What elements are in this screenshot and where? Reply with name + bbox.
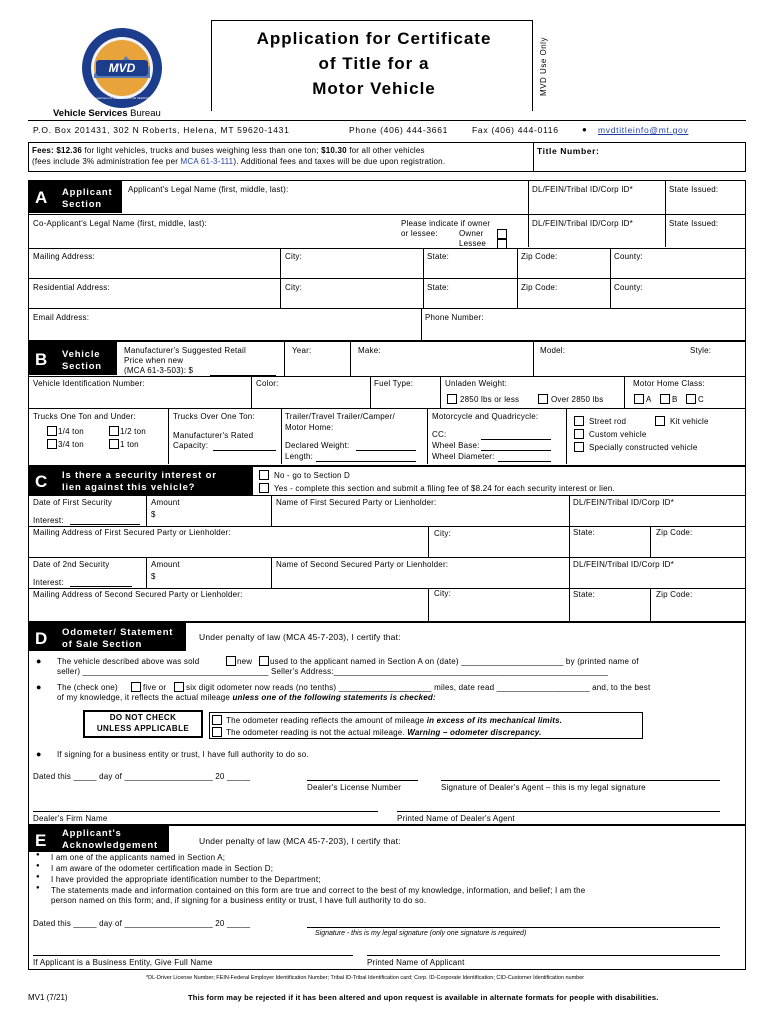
title-number-label: Title Number: bbox=[537, 146, 600, 156]
first-interest-date-field[interactable] bbox=[70, 524, 140, 525]
e-bullet-3: ● bbox=[36, 874, 40, 880]
under-2850-checkbox[interactable] bbox=[447, 394, 457, 404]
bureau-name-bold: Vehicle Services bbox=[53, 108, 128, 119]
fees-line2 bbox=[32, 157, 445, 166]
applicant-signature-label: Signature - this is my legal signature (only one signature is required) bbox=[315, 930, 527, 937]
wheel-diameter-field[interactable] bbox=[498, 461, 551, 462]
dealer-license-label: Dealer's License Number bbox=[307, 783, 402, 792]
lessee-label: Lessee bbox=[459, 239, 486, 248]
make-label: Make: bbox=[358, 346, 381, 355]
three-quarter-ton-label: 3/4 ton bbox=[58, 440, 84, 449]
half-ton-checkbox[interactable] bbox=[109, 426, 119, 436]
fees-label: Fees: bbox=[32, 146, 57, 155]
fees-text-a: for light vehicles, trucks and buses weighing less than one ton; bbox=[82, 146, 322, 155]
excess-mileage-text bbox=[226, 716, 562, 725]
quarter-ton-checkbox[interactable] bbox=[47, 426, 57, 436]
alternate-format-notice: This form may be rejected if it has been altered and upon request is available in alternate formats for people with disabilities. bbox=[188, 993, 659, 1002]
mfr-rated-label1: Manufacturer's Rated bbox=[173, 431, 254, 440]
e-statement-3: I have provided the appropriate identification number to the Department; bbox=[51, 875, 321, 884]
section-d-title1: Odometer/ Statement bbox=[62, 627, 174, 638]
mailing-city-label: City: bbox=[285, 252, 302, 261]
second-security-date-label: Date of 2nd Security bbox=[33, 560, 110, 569]
fees-text-c: (fees include 3% administration fee per bbox=[32, 157, 181, 166]
first-lienholder-city-label: City: bbox=[434, 529, 451, 538]
sold-new-checkbox[interactable] bbox=[226, 656, 236, 666]
d-sold-text: The vehicle described above was sold bbox=[57, 657, 200, 666]
co-applicant-name-field[interactable] bbox=[30, 230, 390, 246]
residential-state-label: State: bbox=[427, 283, 450, 292]
seal-ring-text: Montana Department of Justice · MOTOR VEHICLE DIVISION bbox=[80, 96, 164, 100]
cc-field[interactable] bbox=[481, 439, 551, 440]
trailer-label1: Trailer/Travel Trailer/Camper/ bbox=[285, 412, 395, 421]
applicant-printed-name-label: Printed Name of Applicant bbox=[367, 958, 465, 967]
class-a-label: A bbox=[646, 395, 652, 404]
bureau-name bbox=[53, 108, 161, 119]
wheel-diameter-label: Wheel Diameter: bbox=[432, 452, 495, 461]
first-amount-label: Amount bbox=[151, 498, 180, 507]
six-digit-checkbox[interactable] bbox=[174, 682, 184, 692]
wheel-base-label: Wheel Base: bbox=[432, 441, 480, 450]
applicant-signature-field[interactable] bbox=[307, 927, 720, 928]
trucks-under-label: Trucks One Ton and Under: bbox=[33, 412, 136, 421]
first-lienholder-state-label: State: bbox=[573, 528, 596, 537]
fees-line1 bbox=[32, 146, 425, 155]
residential-address-label: Residential Address: bbox=[33, 283, 110, 292]
street-rod-checkbox[interactable] bbox=[574, 416, 584, 426]
mfr-rated-label2: Capacity: bbox=[173, 441, 209, 450]
not-actual-checkbox[interactable] bbox=[212, 727, 222, 737]
mailing-address-label: Mailing Address: bbox=[33, 252, 95, 261]
second-lienholder-name-label: Name of Second Secured Party or Lienholder: bbox=[276, 560, 449, 569]
over-2850-label: Over 2850 lbs bbox=[551, 395, 604, 404]
excess-mileage-checkbox[interactable] bbox=[212, 715, 222, 725]
form-title-line2: of Title for a bbox=[318, 54, 430, 73]
five-digit-checkbox[interactable] bbox=[131, 682, 141, 692]
section-a-title2: Section bbox=[62, 199, 102, 210]
owner-lessee-question2: or lessee: bbox=[401, 229, 438, 238]
section-e-letter: E bbox=[35, 831, 47, 850]
form-title-line3: Motor Vehicle bbox=[312, 79, 436, 98]
fuel-type-label: Fuel Type: bbox=[374, 379, 414, 388]
dealer-firm-field[interactable] bbox=[33, 811, 378, 812]
applicant-state-issued-label: State Issued: bbox=[669, 185, 719, 194]
section-a-title1: Applicant bbox=[62, 187, 113, 198]
declared-weight-field[interactable] bbox=[356, 450, 416, 451]
phone-number-label: Phone Number: bbox=[425, 313, 484, 322]
class-a-checkbox[interactable] bbox=[634, 394, 644, 404]
three-quarter-ton-checkbox[interactable] bbox=[47, 439, 57, 449]
section-c-title1: Is there a security interest or bbox=[62, 470, 217, 481]
lien-yes-checkbox[interactable] bbox=[259, 483, 269, 493]
section-e-title1: Applicant's bbox=[62, 828, 122, 839]
d-dated-line: Dated this _____ day of ___________________ 20 _____ bbox=[33, 772, 251, 781]
applicant-name-label: Applicant's Legal Name (first, middle, last): bbox=[128, 185, 289, 194]
second-lienholder-dl-label: DL/FEIN/Tribal ID/Corp ID* bbox=[573, 560, 674, 569]
sold-used-text: used to the applicant named in Section A on (date) ______________________ by (printed name of bbox=[270, 657, 639, 666]
special-vehicle-checkbox[interactable] bbox=[574, 442, 584, 452]
section-e-perjury: Under penalty of law (MCA 45-7-203), I certify that: bbox=[199, 836, 401, 846]
half-ton-label: 1/2 ton bbox=[120, 427, 146, 436]
dealer-signature-label: Signature of Dealer's Agent – this is my legal signature bbox=[441, 783, 646, 792]
bureau-name-rest: Bureau bbox=[127, 108, 161, 119]
mvd-use-only-box bbox=[555, 20, 745, 111]
section-b-title2: Section bbox=[62, 361, 102, 372]
not-actual-a: The odometer reading is not the actual mileage. bbox=[226, 728, 408, 737]
e-statement-4b: person named on this form; and, if signing for a business entity or trust, I have full authority to do so. bbox=[51, 896, 427, 905]
second-lienholder-mailing-label: Mailing Address of Second Secured Party or Lienholder: bbox=[33, 590, 243, 599]
first-lienholder-dl-label: DL/FEIN/Tribal ID/Corp ID* bbox=[573, 498, 674, 507]
e-bullet-2: ● bbox=[36, 863, 40, 869]
mailing-state-label: State: bbox=[427, 252, 450, 261]
excess-mileage-a: The odometer reading reflects the amount of mileage bbox=[226, 716, 427, 725]
lien-no-label: No - go to Section D bbox=[274, 471, 351, 480]
one-ton-checkbox[interactable] bbox=[109, 439, 119, 449]
seal-center-text: MVD bbox=[108, 61, 136, 75]
business-name-field[interactable] bbox=[33, 955, 353, 956]
mca-link[interactable]: MCA 61-3-111 bbox=[180, 157, 234, 166]
vin-label: Vehicle Identification Number: bbox=[33, 379, 145, 388]
form-title-line1: Application for Certificate bbox=[256, 29, 492, 48]
first-interest-label: Interest: bbox=[33, 516, 64, 525]
sold-new-label: new bbox=[237, 657, 253, 666]
title-number-field[interactable] bbox=[534, 156, 745, 171]
custom-vehicle-checkbox[interactable] bbox=[574, 429, 584, 439]
residential-city-label: City: bbox=[285, 283, 302, 292]
bureau-phone: Phone (406) 444-3661 bbox=[349, 125, 449, 135]
section-d-letter: D bbox=[35, 629, 48, 648]
second-amount-dollar: $ bbox=[151, 572, 156, 581]
special-vehicle-label: Specially constructed vehicle bbox=[589, 443, 698, 452]
section-b-title1: Vehicle bbox=[62, 349, 101, 360]
bureau-fax: Fax (406) 444-0116 bbox=[472, 125, 559, 135]
lien-yes-label: Yes - complete this section and submit a filing fee of $8.24 for each security interest or lien. bbox=[274, 484, 615, 493]
email-link[interactable]: mvdtitleinfo@mt.gov bbox=[598, 125, 689, 135]
sold-used-checkbox[interactable] bbox=[259, 656, 269, 666]
d-actual-mileage-line bbox=[57, 693, 436, 702]
actual-mileage-text: of my knowledge, it reflects the actual mileage bbox=[57, 693, 233, 702]
class-c-checkbox[interactable] bbox=[686, 394, 696, 404]
motorcycle-label: Motorcycle and Quadricycle: bbox=[432, 412, 539, 421]
six-digit-text: six digit odometer now reads (no tenths) ____________________ miles, date read ____________________ and, to the best bbox=[186, 683, 651, 692]
second-lienholder-city-label: City: bbox=[434, 589, 451, 598]
section-c-letter: C bbox=[35, 472, 48, 491]
e-statement-4a: The statements made and information contained on this form are true and correct to the best of my knowledge, information, and belief; I am the bbox=[51, 886, 586, 895]
section-a-letter: A bbox=[35, 188, 48, 207]
wheel-base-field[interactable] bbox=[481, 450, 551, 451]
motor-home-class-label: Motor Home Class: bbox=[633, 379, 705, 388]
residential-county-label: County: bbox=[614, 283, 643, 292]
first-lienholder-zip-label: Zip Code: bbox=[656, 528, 693, 537]
e-bullet-4: ● bbox=[36, 885, 40, 891]
section-e-title2: Acknowledgement bbox=[62, 840, 158, 851]
second-lienholder-state-label: State: bbox=[573, 590, 596, 599]
color-label: Color: bbox=[256, 379, 279, 388]
fee-other: $10.30 bbox=[321, 146, 347, 155]
msrp-label2: Price when new bbox=[124, 356, 184, 365]
declared-weight-label: Declared Weight: bbox=[285, 441, 350, 450]
street-rod-label: Street rod bbox=[589, 417, 627, 426]
msrp-label1: Manufacturer's Suggested Retail bbox=[124, 346, 247, 355]
first-security-date-label: Date of First Security bbox=[33, 498, 113, 507]
mfr-rated-field[interactable] bbox=[213, 450, 276, 451]
trucks-over-label: Trucks Over One Ton: bbox=[173, 412, 255, 421]
unless-checked-text: unless one of the following statements is checked: bbox=[232, 693, 436, 702]
applicant-name-field[interactable] bbox=[125, 196, 525, 212]
bureau-address: P.O. Box 201431, 302 N Roberts, Helena, MT 59620-1431 bbox=[33, 125, 290, 135]
excess-mileage-b: in excess of its mechanical limits. bbox=[426, 716, 563, 725]
mvd-use-only-label: MVD Use Only bbox=[538, 37, 548, 96]
under-2850-label: 2850 lbs or less bbox=[460, 395, 520, 404]
d-bullet-2: ● bbox=[36, 682, 42, 692]
second-amount-label: Amount bbox=[151, 560, 180, 569]
do-not-check-label1: DO NOT CHECK bbox=[109, 713, 177, 722]
mailing-county-label: County: bbox=[614, 252, 643, 261]
owner-lessee-question1: Please indicate if owner bbox=[401, 219, 491, 228]
d-seller-line: seller) ________________________________________ Seller's Address:___________________________________________________________ bbox=[57, 667, 609, 676]
section-c-title2: lien against this vehicle? bbox=[62, 482, 196, 493]
five-digit-label: five or bbox=[143, 683, 167, 692]
e-dated-line: Dated this _____ day of ___________________ 20 _____ bbox=[33, 919, 251, 928]
year-label: Year: bbox=[292, 346, 312, 355]
d-bullet-1: ● bbox=[36, 656, 42, 666]
cc-label: CC: bbox=[432, 430, 447, 439]
dealer-printed-name-label: Printed Name of Dealer's Agent bbox=[397, 814, 515, 823]
section-d-title2: of Sale Section bbox=[62, 639, 143, 650]
fees-text-d: ). Additional fees and taxes will be due upon registration. bbox=[233, 157, 446, 166]
form-id: MV1 (7/21) bbox=[28, 993, 68, 1002]
dealer-printed-name-field[interactable] bbox=[397, 811, 720, 812]
mailing-zip-label: Zip Code: bbox=[521, 252, 558, 261]
e-bullet-1: ● bbox=[36, 852, 40, 858]
class-c-label: C bbox=[698, 395, 704, 404]
fees-text-b: for all other vehicles bbox=[346, 146, 425, 155]
second-interest-date-field[interactable] bbox=[70, 586, 132, 587]
owner-label: Owner bbox=[459, 229, 484, 238]
section-b-letter: B bbox=[35, 350, 48, 369]
section-d-perjury: Under penalty of law (MCA 45-7-203), I certify that: bbox=[199, 632, 401, 642]
trailer-label2: Motor Home: bbox=[285, 423, 334, 432]
not-actual-text bbox=[226, 728, 542, 737]
not-actual-b: Warning – odometer discrepancy. bbox=[407, 728, 542, 737]
d-authority-text: If signing for a business entity or trust, I have full authority to do so. bbox=[57, 750, 309, 759]
co-applicant-state-issued-label: State Issued: bbox=[669, 219, 719, 228]
first-amount-dollar: $ bbox=[151, 510, 156, 519]
co-applicant-dl-label: DL/FEIN/Tribal ID/Corp ID* bbox=[532, 219, 633, 228]
length-field[interactable] bbox=[316, 461, 416, 462]
second-interest-label: Interest: bbox=[33, 578, 64, 587]
dealer-firm-label: Dealer's Firm Name bbox=[33, 814, 108, 823]
kit-vehicle-checkbox[interactable] bbox=[655, 416, 665, 426]
quarter-ton-label: 1/4 ton bbox=[58, 427, 84, 436]
e-statement-1: I am one of the applicants named in Section A; bbox=[51, 853, 226, 862]
class-b-label: B bbox=[672, 395, 678, 404]
residential-zip-label: Zip Code: bbox=[521, 283, 558, 292]
second-lienholder-zip-label: Zip Code: bbox=[656, 590, 693, 599]
business-name-label: If Applicant is a Business Entity, Give Full Name bbox=[33, 958, 213, 967]
one-ton-label: 1 ton bbox=[120, 440, 139, 449]
dealer-signature-field[interactable] bbox=[441, 780, 720, 781]
custom-vehicle-label: Custom vehicle bbox=[589, 430, 647, 439]
applicant-dl-label: DL/FEIN/Tribal ID/Corp ID* bbox=[532, 185, 633, 194]
model-label: Model: bbox=[540, 346, 566, 355]
footnote: *DL-Driver License Number; FEIN-Federal Employer Identification Number; Tribal ID-Tribal Identification card; Corp. ID-Corporate Identification; CID-Customer Identification number bbox=[146, 975, 585, 981]
over-2850-checkbox[interactable] bbox=[538, 394, 548, 404]
style-label: Style: bbox=[690, 346, 712, 355]
bullet-icon: ● bbox=[582, 125, 587, 134]
dealer-license-field[interactable] bbox=[307, 780, 418, 781]
msrp-label3: (MCA 61-3-503): $ bbox=[124, 366, 194, 375]
do-not-check-label2: UNLESS APPLICABLE bbox=[96, 724, 190, 733]
applicant-printed-name-field[interactable] bbox=[367, 955, 720, 956]
d-bullet-3: ● bbox=[36, 749, 42, 759]
email-address-label: Email Address: bbox=[33, 313, 90, 322]
kit-vehicle-label: Kit vehicle bbox=[670, 417, 709, 426]
class-b-checkbox[interactable] bbox=[660, 394, 670, 404]
e-statement-2: I am aware of the odometer certification made in Section D; bbox=[51, 864, 274, 873]
co-applicant-name-label: Co-Applicant's Legal Name (first, middle, last): bbox=[33, 219, 207, 228]
d-odometer-check-text: The (check one) bbox=[57, 683, 118, 692]
owner-checkbox[interactable] bbox=[497, 229, 507, 239]
fee-light: $12.36 bbox=[56, 146, 82, 155]
first-lienholder-mailing-label: Mailing Address of First Secured Party or Lienholder: bbox=[33, 528, 231, 537]
first-lienholder-name-label: Name of First Secured Party or Lienholder: bbox=[276, 498, 437, 507]
lien-no-checkbox[interactable] bbox=[259, 470, 269, 480]
unladen-weight-label: Unladen Weight: bbox=[445, 379, 507, 388]
length-label: Length: bbox=[285, 452, 314, 461]
